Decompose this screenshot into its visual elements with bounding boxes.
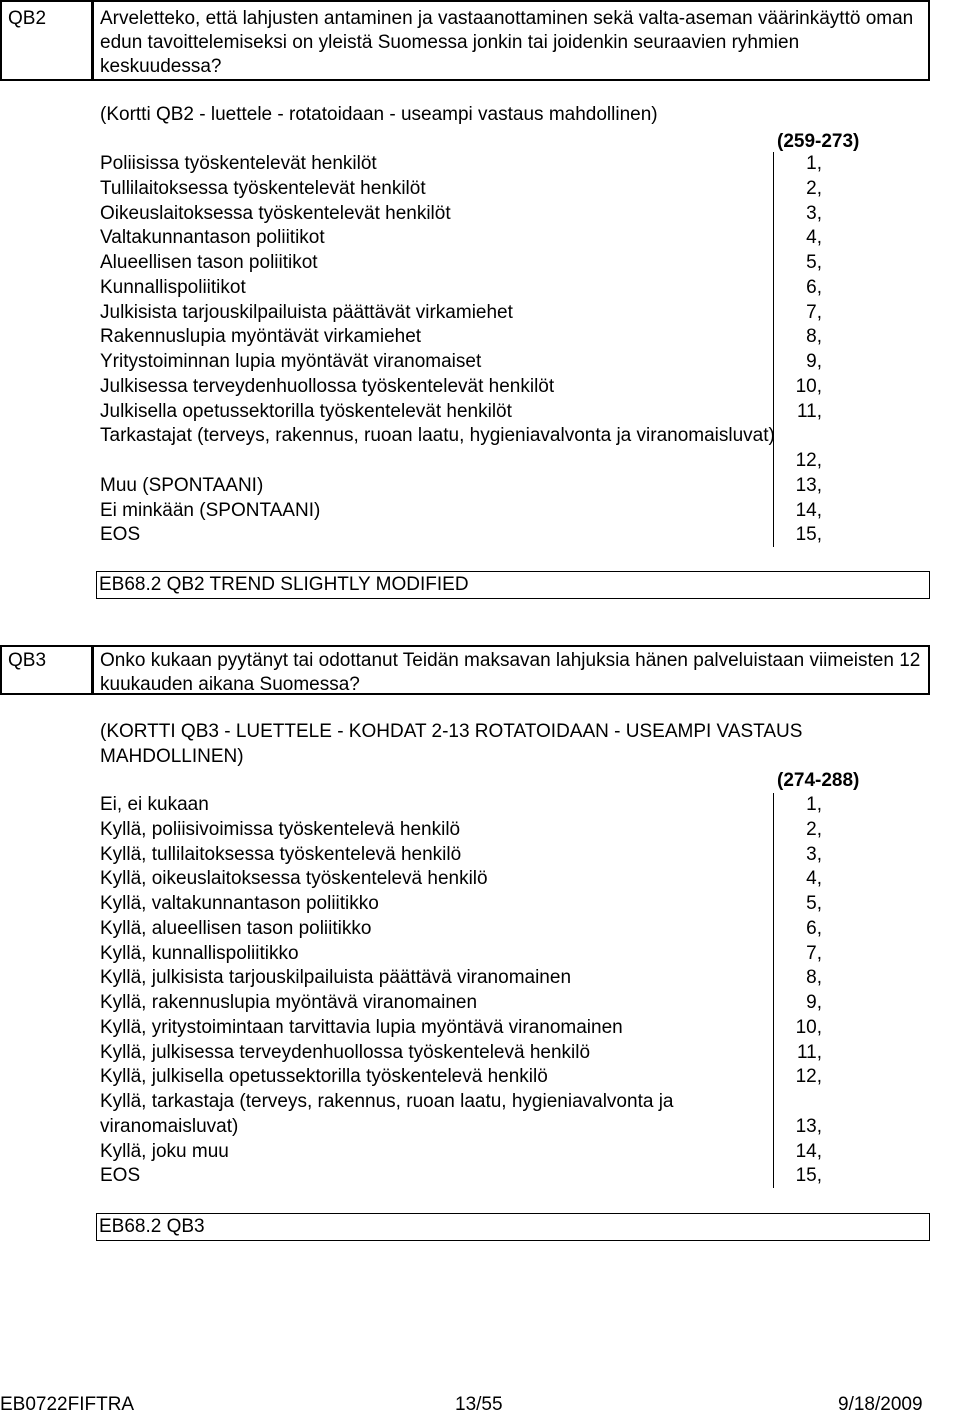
qb2-option-code: 2, bbox=[806, 177, 822, 199]
qb2-option-code: 13, bbox=[795, 474, 822, 496]
qb2-option-code: 7, bbox=[806, 301, 822, 323]
qb2-option-label: Alueellisen tason poliitikot bbox=[100, 252, 318, 273]
qb3-option-code: 3, bbox=[806, 843, 822, 865]
qb3-option-label: Kyllä, valtakunnantason poliitikko bbox=[100, 893, 379, 914]
qb2-option-row bbox=[100, 251, 822, 276]
qb2-option-label: Kunnallispoliitikot bbox=[100, 276, 246, 298]
qb2-range: (259-273) bbox=[777, 131, 860, 152]
qb3-option-row bbox=[100, 1041, 822, 1066]
qb3-option-code: 7, bbox=[806, 942, 822, 964]
qb3-instruction: (KORTTI QB3 - LUETTELE - KOHDAT 2-13 ROTATOIDAAN - USEAMPI VASTAUS MAHDOLLINEN) bbox=[100, 721, 803, 767]
qb3-option-label: Kyllä, yritystoimintaan tarvittavia lupia myöntävä viranomainen bbox=[100, 1016, 623, 1038]
qb2-option-row bbox=[100, 474, 822, 499]
qb3-option-row bbox=[100, 966, 822, 991]
qb3-option-label: Kyllä, julkisista tarjouskilpailuista päättävä viranomainen bbox=[100, 967, 572, 989]
qb3-option-code: 4, bbox=[806, 868, 822, 890]
qb3-option-list bbox=[100, 793, 822, 1189]
qb3-option-code: 5, bbox=[806, 893, 822, 914]
qb3-option-label: Kyllä, tarkastaja (terveys, rakennus, ruoan laatu, hygieniavalvonta ja viranomaisluvat) bbox=[100, 1091, 674, 1137]
qb3-range: (274-288) bbox=[777, 770, 860, 791]
qb2-option-label: Yritystoiminnan lupia myöntävät viranomaiset bbox=[100, 351, 482, 372]
qb2-option-code: 14, bbox=[795, 499, 822, 521]
qb3-option-code: 11, bbox=[796, 1041, 822, 1063]
qb3-option-code: 1, bbox=[806, 794, 822, 815]
qb2-option-code: 10, bbox=[795, 375, 822, 397]
qb3-note: EB68.2 QB3 bbox=[99, 1216, 205, 1237]
qb3-option-row bbox=[100, 1164, 822, 1189]
qb3-option-label: Kyllä, julkisella opetussektorilla työskentelevä henkilö bbox=[100, 1066, 548, 1088]
qb2-option-label: Rakennuslupia myöntävät virkamiehet bbox=[100, 326, 422, 348]
qb2-option-code: 1, bbox=[806, 153, 822, 174]
qb3-option-row bbox=[100, 867, 822, 892]
qb2-option-label: Tullilaitoksessa työskentelevät henkilöt bbox=[100, 177, 426, 199]
qb2-option-row bbox=[100, 350, 822, 375]
qb3-option-row bbox=[100, 892, 822, 917]
qb3-option-label: Kyllä, julkisessa terveydenhuollossa työskentelevä henkilö bbox=[100, 1041, 591, 1063]
qb3-option-code: 14, bbox=[795, 1140, 822, 1162]
qb3-option-row bbox=[100, 942, 822, 967]
qb2-option-label: Poliisissa työskentelevät henkilöt bbox=[100, 153, 377, 174]
qb3-option-code: 2, bbox=[806, 818, 822, 840]
footer-page-number: 13/55 bbox=[455, 1394, 503, 1415]
qb2-option-row bbox=[100, 152, 822, 177]
qb3-option-label: Kyllä, tullilaitoksessa työskentelevä henkilö bbox=[100, 843, 462, 865]
qb3-option-row bbox=[100, 1140, 822, 1165]
qb2-option-code: 4, bbox=[806, 227, 822, 249]
qb3-option-row bbox=[100, 843, 822, 868]
qb2-option-code: 5, bbox=[806, 252, 822, 273]
qb3-note-box bbox=[96, 1213, 930, 1241]
qb3-option-label: Kyllä, joku muu bbox=[100, 1140, 229, 1162]
qb2-option-label: Julkisella opetussektorilla työskentelevät henkilöt bbox=[100, 400, 512, 422]
qb2-instruction: (Kortti QB2 - luettele - rotatoidaan - useampi vastaus mahdollinen) bbox=[100, 104, 658, 125]
footer-date: 9/18/2009 bbox=[838, 1394, 923, 1415]
qb2-option-row bbox=[100, 177, 822, 202]
qb2-option-label: Julkisessa terveydenhuollossa työskentelevät henkilöt bbox=[100, 375, 555, 397]
qb3-option-row bbox=[100, 1090, 822, 1140]
qb2-option-label: Julkisista tarjouskilpailuista päättävät virkamiehet bbox=[100, 301, 513, 323]
qb2-option-row bbox=[100, 375, 822, 400]
qb3-option-code: 13, bbox=[795, 1115, 822, 1137]
qb3-option-row bbox=[100, 793, 822, 818]
qb2-id: QB2 bbox=[8, 8, 47, 29]
qb2-question-box bbox=[92, 0, 930, 81]
qb2-option-code: 8, bbox=[806, 326, 822, 348]
qb3-question: Onko kukaan pyytänyt tai odottanut Teidän maksavan lahjuksia hänen palveluistaan viimeisten 12 kuukauden aikana Suomessa? bbox=[100, 650, 921, 695]
qb3-option-row bbox=[100, 1016, 822, 1041]
qb3-option-label: Kyllä, rakennuslupia myöntävä viranomainen bbox=[100, 992, 478, 1013]
qb3-id: QB3 bbox=[8, 650, 47, 671]
qb2-option-code: 6, bbox=[806, 276, 822, 298]
qb2-option-row bbox=[100, 523, 822, 548]
qb2-id-box bbox=[0, 0, 93, 81]
qb3-id-box bbox=[0, 645, 93, 695]
qb3-option-label: EOS bbox=[100, 1165, 141, 1187]
qb2-option-row bbox=[100, 226, 822, 251]
qb2-option-code: 11, bbox=[796, 400, 822, 422]
qb2-option-row bbox=[100, 400, 822, 425]
qb2-option-code: 15, bbox=[795, 524, 822, 546]
qb2-note: EB68.2 QB2 TREND SLIGHTLY MODIFIED bbox=[99, 574, 469, 595]
qb2-note-box bbox=[96, 571, 930, 599]
qb2-option-label: EOS bbox=[100, 524, 141, 546]
qb2-option-label: Muu (SPONTAANI) bbox=[100, 474, 264, 496]
qb3-option-row bbox=[100, 818, 822, 843]
qb3-option-code: 9, bbox=[806, 992, 822, 1013]
qb2-option-code: 3, bbox=[806, 202, 822, 224]
qb3-option-code: 8, bbox=[806, 967, 822, 989]
qb3-option-label: Kyllä, oikeuslaitoksessa työskentelevä henkilö bbox=[100, 868, 488, 890]
qb3-option-row bbox=[100, 991, 822, 1016]
qb2-question: Arveletteko, että lahjusten antaminen ja vastaanottaminen sekä valta-aseman väärinkäyttö oman edun tavoittelemiseksi on yleistä Suomessa jonkin tai joidenkin seuraavien ryhmien keskuudessa? bbox=[100, 8, 914, 77]
qb3-option-row bbox=[100, 917, 822, 942]
qb3-option-label: Ei, ei kukaan bbox=[100, 794, 209, 815]
qb2-option-row bbox=[100, 325, 822, 350]
qb2-option-label: Oikeuslaitoksessa työskentelevät henkilöt bbox=[100, 202, 451, 224]
qb2-option-code: 12, bbox=[795, 450, 822, 471]
qb2-option-list bbox=[100, 152, 822, 548]
qb3-option-code: 12, bbox=[795, 1066, 822, 1088]
qb2-option-label: Ei minkään (SPONTAANI) bbox=[100, 499, 321, 521]
footer-left: EB0722FIFTRA bbox=[0, 1394, 135, 1415]
qb3-option-code: 6, bbox=[806, 917, 822, 939]
qb2-option-label: Valtakunnantason poliitikot bbox=[100, 227, 325, 249]
qb2-option-row bbox=[100, 424, 822, 474]
qb3-option-label: Kyllä, kunnallispoliitikko bbox=[100, 942, 299, 964]
qb2-option-row bbox=[100, 202, 822, 227]
qb3-option-label: Kyllä, alueellisen tason poliitikko bbox=[100, 917, 372, 939]
qb3-option-code: 15, bbox=[795, 1165, 822, 1187]
qb2-option-row bbox=[100, 276, 822, 301]
qb3-option-row bbox=[100, 1065, 822, 1090]
qb2-option-code: 9, bbox=[806, 351, 822, 372]
qb3-option-code: 10, bbox=[795, 1016, 822, 1038]
qb2-option-row bbox=[100, 301, 822, 326]
qb2-option-label: Tarkastajat (terveys, rakennus, ruoan laatu, hygieniavalvonta ja viranomaisluvat) bbox=[100, 425, 775, 447]
qb3-question-box bbox=[92, 645, 930, 695]
qb3-option-label: Kyllä, poliisivoimissa työskentelevä henkilö bbox=[100, 818, 461, 840]
qb2-option-row bbox=[100, 499, 822, 524]
